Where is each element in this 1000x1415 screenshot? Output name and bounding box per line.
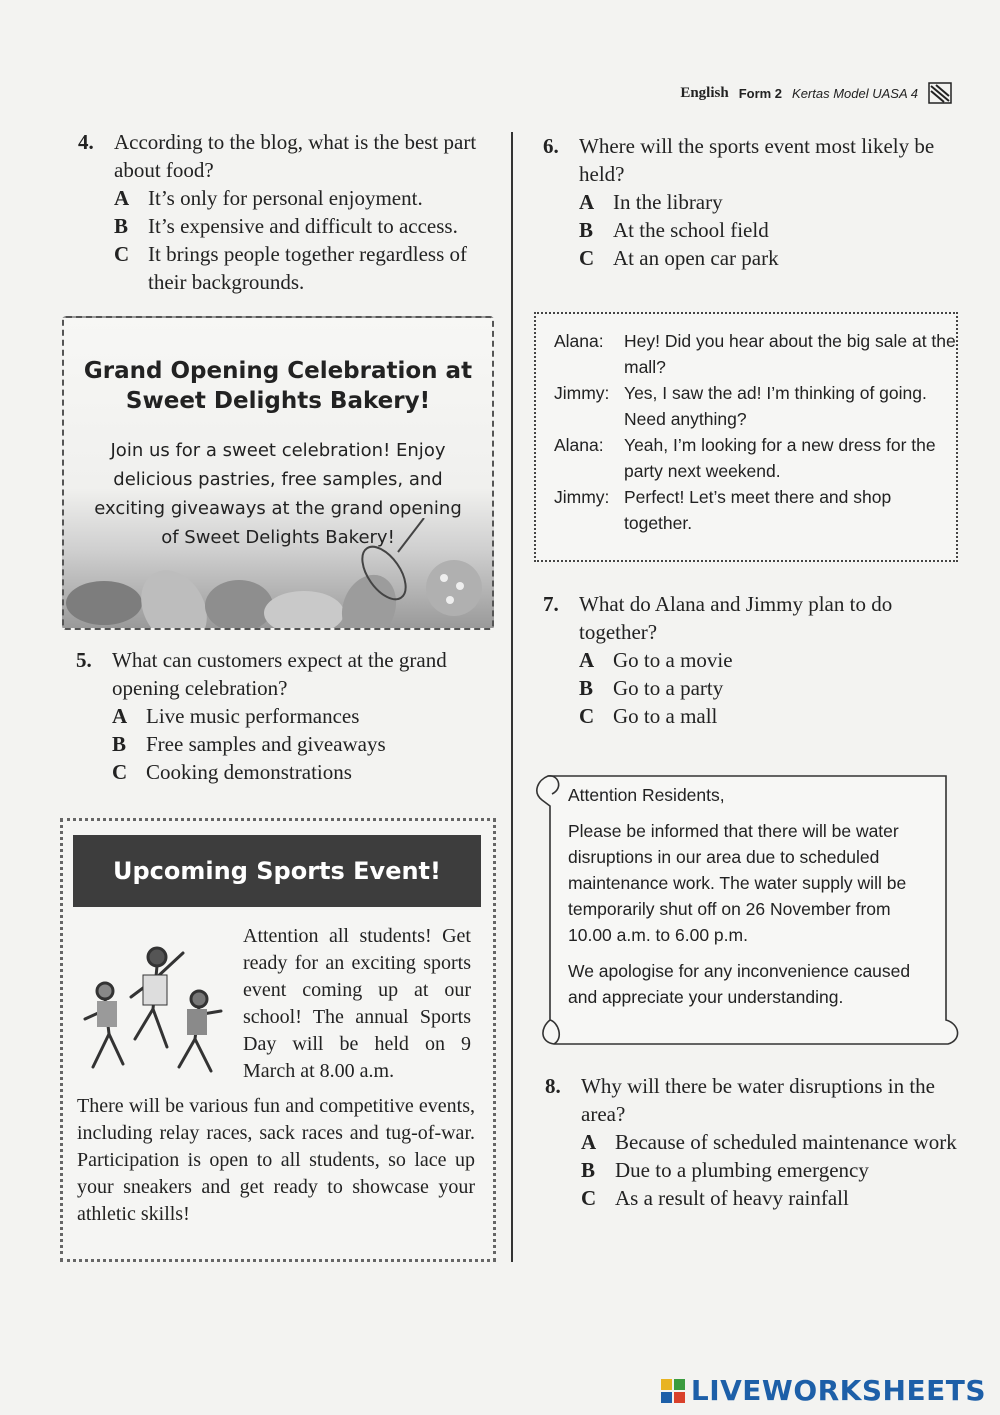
option-a[interactable]: A Live music performances bbox=[112, 704, 360, 728]
athletes-illustration bbox=[75, 939, 235, 1084]
option-b[interactable]: B Go to a party bbox=[579, 676, 724, 700]
notice-greeting: Attention Residents, bbox=[568, 785, 725, 805]
option-b[interactable]: B Due to a plumbing emergency bbox=[581, 1158, 869, 1182]
dialogue-line: Alana: Yeah, I’m looking for a new dress for the party next weekend. bbox=[554, 432, 956, 484]
question-4 bbox=[78, 128, 498, 296]
question-number: 7. bbox=[543, 592, 559, 616]
liveworksheets-icon bbox=[661, 1379, 685, 1403]
question-number: 4. bbox=[78, 130, 94, 154]
question-number: 5. bbox=[76, 648, 92, 672]
question-5 bbox=[76, 646, 501, 786]
subject-label: English bbox=[680, 84, 729, 101]
option-c[interactable]: C Cooking demonstrations bbox=[112, 760, 352, 784]
water-notice bbox=[530, 770, 962, 1050]
option-a[interactable]: A It’s only for personal enjoyment. bbox=[114, 186, 423, 210]
question-text: According to the blog, what is the best part about food? bbox=[114, 130, 477, 182]
question-6 bbox=[543, 132, 963, 272]
option-b[interactable]: B Free samples and giveaways bbox=[112, 732, 386, 756]
question-text: Why will there be water disruptions in the area? bbox=[581, 1074, 935, 1126]
sports-event-notice bbox=[60, 818, 496, 1262]
dialogue-box bbox=[534, 312, 958, 562]
question-number: 6. bbox=[543, 134, 559, 158]
question-number: 8. bbox=[545, 1074, 561, 1098]
option-a[interactable]: A Because of scheduled maintenance work bbox=[581, 1130, 957, 1154]
question-text: What do Alana and Jimmy plan to do together? bbox=[579, 592, 893, 644]
question-8 bbox=[545, 1072, 967, 1212]
speaker: Alana: bbox=[554, 435, 604, 455]
notice-text bbox=[568, 782, 938, 1020]
speaker: Jimmy: bbox=[554, 487, 610, 507]
sports-paragraph-2: There will be various fun and competitive events, including relay races, sack races and tug-of-war. Participation is open to all students, so lace up your sneakers and get ready to showcase your athletic skills! bbox=[77, 1095, 475, 1225]
pastries-illustration bbox=[64, 518, 492, 628]
bakery-title: Grand Opening Celebration at Sweet Delights Bakery! bbox=[83, 358, 473, 414]
liveworksheets-logo[interactable] bbox=[661, 1374, 986, 1407]
paper-label: Kertas Model UASA 4 bbox=[792, 85, 918, 101]
speaker: Alana: bbox=[554, 331, 604, 351]
notice-paragraph-2: We apologise for any inconvenience caused and appreciate your understanding. bbox=[568, 961, 911, 1007]
page-header bbox=[680, 82, 952, 104]
question-7 bbox=[543, 590, 963, 730]
bakery-body: Join us for a sweet celebration! Enjoy delicious pastries, free samples, and exciting giveaways at the grand opening of Sweet Delights Bakery! bbox=[94, 440, 462, 548]
speaker: Jimmy: bbox=[554, 383, 610, 403]
option-b[interactable]: B At the school field bbox=[579, 218, 769, 242]
bakery-poster bbox=[62, 316, 494, 630]
option-b[interactable]: B It’s expensive and difficult to access. bbox=[114, 214, 458, 238]
option-c[interactable]: C It brings people together regardless of their backgrounds. bbox=[114, 242, 467, 294]
option-a[interactable]: A In the library bbox=[579, 190, 723, 214]
option-c[interactable]: C At an open car park bbox=[579, 246, 779, 270]
brand-text: LIVEWORKSHEETS bbox=[690, 1374, 986, 1407]
dialogue-line: Jimmy: Perfect! Let’s meet there and shop together. bbox=[554, 484, 956, 536]
column-divider bbox=[511, 132, 513, 1262]
option-a[interactable]: A Go to a movie bbox=[579, 648, 733, 672]
dialogue-line: Jimmy: Yes, I saw the ad! I’m thinking of going. Need anything? bbox=[554, 380, 956, 432]
sports-paragraph-1: Attention all students! Get ready for an exciting sports event coming up at our school! The annual Sports Day will be held on 9 March at 8.00 a.m. bbox=[243, 925, 471, 1082]
sports-title: Upcoming Sports Event! bbox=[73, 835, 481, 907]
option-c[interactable]: C Go to a mall bbox=[579, 704, 718, 728]
book-stack-icon bbox=[928, 82, 952, 104]
form-label: Form 2 bbox=[738, 85, 783, 101]
question-text: What can customers expect at the grand opening celebration? bbox=[112, 648, 447, 700]
notice-paragraph-1: Please be informed that there will be water disruptions in our area due to scheduled maintenance work. The water supply will be temporarily shut off on 26 November from 10.00 a.m. to 6.00 p.m. bbox=[568, 821, 907, 945]
question-text: Where will the sports event most likely be held? bbox=[579, 134, 935, 186]
option-c[interactable]: C As a result of heavy rainfall bbox=[581, 1186, 849, 1210]
dialogue-line: Alana: Hey! Did you hear about the big sale at the mall? bbox=[554, 328, 956, 380]
